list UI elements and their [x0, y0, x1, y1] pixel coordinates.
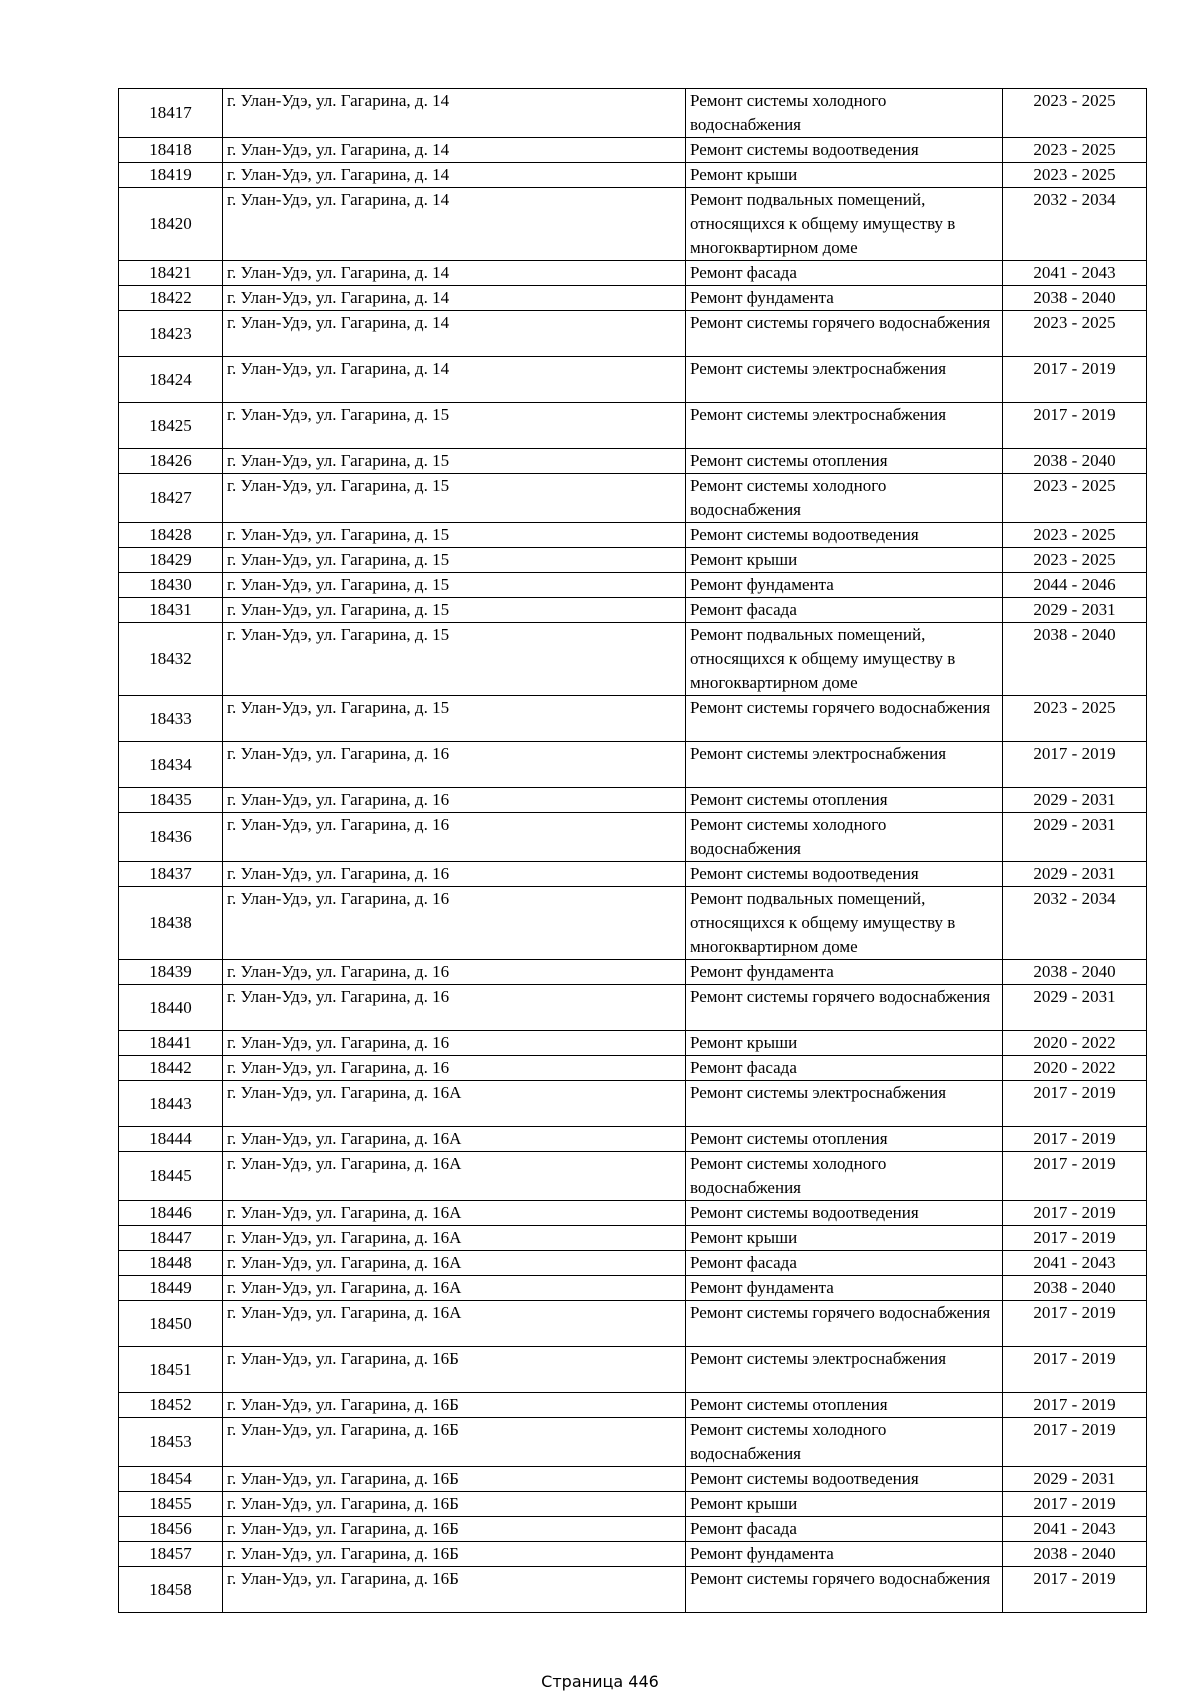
row-number: 18444	[119, 1127, 223, 1152]
row-number: 18443	[119, 1081, 223, 1127]
row-period: 2017 - 2019	[1003, 357, 1147, 403]
row-number: 18450	[119, 1301, 223, 1347]
row-work-type: Ремонт системы горячего водоснабжения	[686, 311, 1003, 357]
row-period: 2029 - 2031	[1003, 862, 1147, 887]
row-address: г. Улан-Удэ, ул. Гагарина, д. 15	[223, 696, 686, 742]
row-number: 18432	[119, 623, 223, 696]
row-work-type: Ремонт системы горячего водоснабжения	[686, 1301, 1003, 1347]
row-address: г. Улан-Удэ, ул. Гагарина, д. 16Б	[223, 1517, 686, 1542]
row-address: г. Улан-Удэ, ул. Гагарина, д. 16А	[223, 1201, 686, 1226]
table-body	[119, 89, 1147, 1613]
row-work-type: Ремонт системы отопления	[686, 1393, 1003, 1418]
row-period: 2038 - 2040	[1003, 623, 1147, 696]
row-period: 2017 - 2019	[1003, 1152, 1147, 1201]
row-address: г. Улан-Удэ, ул. Гагарина, д. 16А	[223, 1081, 686, 1127]
table-row	[119, 573, 1147, 598]
row-period: 2017 - 2019	[1003, 1301, 1147, 1347]
table-row	[119, 598, 1147, 623]
row-number: 18425	[119, 403, 223, 449]
table-row	[119, 1301, 1147, 1347]
page-number: Страница 446	[541, 1672, 659, 1691]
row-period: 2041 - 2043	[1003, 1517, 1147, 1542]
row-address: г. Улан-Удэ, ул. Гагарина, д. 16	[223, 985, 686, 1031]
row-period: 2017 - 2019	[1003, 1347, 1147, 1393]
row-address: г. Улан-Удэ, ул. Гагарина, д. 16	[223, 862, 686, 887]
row-work-type: Ремонт фундамента	[686, 286, 1003, 311]
row-period: 2038 - 2040	[1003, 449, 1147, 474]
row-period: 2017 - 2019	[1003, 1127, 1147, 1152]
table-row	[119, 960, 1147, 985]
row-number: 18430	[119, 573, 223, 598]
row-work-type: Ремонт системы холодного водоснабжения	[686, 474, 1003, 523]
row-period: 2038 - 2040	[1003, 286, 1147, 311]
row-address: г. Улан-Удэ, ул. Гагарина, д. 16	[223, 813, 686, 862]
table-row	[119, 1127, 1147, 1152]
row-work-type: Ремонт крыши	[686, 1492, 1003, 1517]
row-address: г. Улан-Удэ, ул. Гагарина, д. 15	[223, 598, 686, 623]
table-row	[119, 1393, 1147, 1418]
row-number: 18421	[119, 261, 223, 286]
row-period: 2023 - 2025	[1003, 138, 1147, 163]
row-number: 18431	[119, 598, 223, 623]
table-row	[119, 1492, 1147, 1517]
row-period: 2017 - 2019	[1003, 1226, 1147, 1251]
row-address: г. Улан-Удэ, ул. Гагарина, д. 14	[223, 89, 686, 138]
table-row	[119, 1542, 1147, 1567]
row-period: 2029 - 2031	[1003, 1467, 1147, 1492]
row-period: 2020 - 2022	[1003, 1031, 1147, 1056]
row-address: г. Улан-Удэ, ул. Гагарина, д. 15	[223, 573, 686, 598]
row-number: 18434	[119, 742, 223, 788]
row-period: 2017 - 2019	[1003, 1393, 1147, 1418]
row-address: г. Улан-Удэ, ул. Гагарина, д. 16	[223, 887, 686, 960]
table-row	[119, 286, 1147, 311]
table-row	[119, 887, 1147, 960]
row-period: 2023 - 2025	[1003, 696, 1147, 742]
row-period: 2023 - 2025	[1003, 523, 1147, 548]
row-work-type: Ремонт подвальных помещений, относящихся к общему имуществу в многоквартирном доме	[686, 623, 1003, 696]
row-address: г. Улан-Удэ, ул. Гагарина, д. 16	[223, 1031, 686, 1056]
row-address: г. Улан-Удэ, ул. Гагарина, д. 16	[223, 742, 686, 788]
row-address: г. Улан-Удэ, ул. Гагарина, д. 15	[223, 623, 686, 696]
row-address: г. Улан-Удэ, ул. Гагарина, д. 16Б	[223, 1347, 686, 1393]
row-work-type: Ремонт фундамента	[686, 1276, 1003, 1301]
row-address: г. Улан-Удэ, ул. Гагарина, д. 14	[223, 163, 686, 188]
row-number: 18417	[119, 89, 223, 138]
row-period: 2017 - 2019	[1003, 742, 1147, 788]
row-number: 18446	[119, 1201, 223, 1226]
row-address: г. Улан-Удэ, ул. Гагарина, д. 16А	[223, 1127, 686, 1152]
row-work-type: Ремонт подвальных помещений, относящихся к общему имуществу в многоквартирном доме	[686, 188, 1003, 261]
row-work-type: Ремонт системы холодного водоснабжения	[686, 1418, 1003, 1467]
row-work-type: Ремонт крыши	[686, 1226, 1003, 1251]
table-row	[119, 1152, 1147, 1201]
row-address: г. Улан-Удэ, ул. Гагарина, д. 16Б	[223, 1467, 686, 1492]
row-period: 2029 - 2031	[1003, 813, 1147, 862]
row-number: 18433	[119, 696, 223, 742]
row-number: 18441	[119, 1031, 223, 1056]
row-address: г. Улан-Удэ, ул. Гагарина, д. 16А	[223, 1226, 686, 1251]
row-period: 2023 - 2025	[1003, 89, 1147, 138]
row-period: 2017 - 2019	[1003, 1418, 1147, 1467]
table-row	[119, 163, 1147, 188]
row-number: 18442	[119, 1056, 223, 1081]
row-period: 2017 - 2019	[1003, 1567, 1147, 1613]
row-number: 18448	[119, 1251, 223, 1276]
row-address: г. Улан-Удэ, ул. Гагарина, д. 16Б	[223, 1418, 686, 1467]
row-work-type: Ремонт крыши	[686, 548, 1003, 573]
row-number: 18436	[119, 813, 223, 862]
row-period: 2029 - 2031	[1003, 598, 1147, 623]
row-period: 2041 - 2043	[1003, 1251, 1147, 1276]
row-number: 18418	[119, 138, 223, 163]
row-number: 18453	[119, 1418, 223, 1467]
row-number: 18435	[119, 788, 223, 813]
row-number: 18454	[119, 1467, 223, 1492]
table-row	[119, 813, 1147, 862]
row-address: г. Улан-Удэ, ул. Гагарина, д. 16Б	[223, 1393, 686, 1418]
row-work-type: Ремонт системы горячего водоснабжения	[686, 985, 1003, 1031]
row-number: 18419	[119, 163, 223, 188]
row-work-type: Ремонт системы электроснабжения	[686, 1347, 1003, 1393]
row-number: 18457	[119, 1542, 223, 1567]
row-period: 2020 - 2022	[1003, 1056, 1147, 1081]
row-address: г. Улан-Удэ, ул. Гагарина, д. 14	[223, 261, 686, 286]
table-row	[119, 696, 1147, 742]
row-period: 2023 - 2025	[1003, 548, 1147, 573]
row-number: 18447	[119, 1226, 223, 1251]
row-address: г. Улан-Удэ, ул. Гагарина, д. 14	[223, 286, 686, 311]
repair-schedule-table	[118, 88, 1147, 1613]
row-number: 18429	[119, 548, 223, 573]
row-address: г. Улан-Удэ, ул. Гагарина, д. 16	[223, 788, 686, 813]
table-row	[119, 548, 1147, 573]
table-row	[119, 449, 1147, 474]
row-period: 2029 - 2031	[1003, 788, 1147, 813]
row-number: 18452	[119, 1393, 223, 1418]
row-work-type: Ремонт фундамента	[686, 573, 1003, 598]
row-work-type: Ремонт системы водоотведения	[686, 862, 1003, 887]
table-row	[119, 1081, 1147, 1127]
row-address: г. Улан-Удэ, ул. Гагарина, д. 14	[223, 357, 686, 403]
row-number: 18456	[119, 1517, 223, 1542]
row-period: 2023 - 2025	[1003, 474, 1147, 523]
row-work-type: Ремонт фасада	[686, 598, 1003, 623]
row-work-type: Ремонт системы водоотведения	[686, 1467, 1003, 1492]
table-row	[119, 357, 1147, 403]
row-work-type: Ремонт системы горячего водоснабжения	[686, 1567, 1003, 1613]
row-number: 18426	[119, 449, 223, 474]
row-number: 18437	[119, 862, 223, 887]
row-number: 18451	[119, 1347, 223, 1393]
row-period: 2023 - 2025	[1003, 163, 1147, 188]
row-number: 18455	[119, 1492, 223, 1517]
row-work-type: Ремонт системы холодного водоснабжения	[686, 813, 1003, 862]
row-number: 18449	[119, 1276, 223, 1301]
table-row	[119, 311, 1147, 357]
row-period: 2017 - 2019	[1003, 1492, 1147, 1517]
row-address: г. Улан-Удэ, ул. Гагарина, д. 14	[223, 138, 686, 163]
row-address: г. Улан-Удэ, ул. Гагарина, д. 16А	[223, 1152, 686, 1201]
table-row	[119, 1201, 1147, 1226]
row-address: г. Улан-Удэ, ул. Гагарина, д. 15	[223, 449, 686, 474]
row-address: г. Улан-Удэ, ул. Гагарина, д. 15	[223, 474, 686, 523]
row-period: 2017 - 2019	[1003, 1201, 1147, 1226]
row-number: 18424	[119, 357, 223, 403]
row-number: 18440	[119, 985, 223, 1031]
row-work-type: Ремонт системы холодного водоснабжения	[686, 89, 1003, 138]
row-period: 2029 - 2031	[1003, 985, 1147, 1031]
row-address: г. Улан-Удэ, ул. Гагарина, д. 16Б	[223, 1542, 686, 1567]
table-row	[119, 1467, 1147, 1492]
table-row	[119, 261, 1147, 286]
table-row	[119, 474, 1147, 523]
row-work-type: Ремонт фундамента	[686, 1542, 1003, 1567]
row-work-type: Ремонт системы электроснабжения	[686, 742, 1003, 788]
table-row	[119, 1031, 1147, 1056]
row-work-type: Ремонт системы водоотведения	[686, 138, 1003, 163]
table-row	[119, 742, 1147, 788]
row-address: г. Улан-Удэ, ул. Гагарина, д. 15	[223, 548, 686, 573]
row-work-type: Ремонт системы водоотведения	[686, 523, 1003, 548]
row-period: 2032 - 2034	[1003, 887, 1147, 960]
row-address: г. Улан-Удэ, ул. Гагарина, д. 16Б	[223, 1567, 686, 1613]
row-address: г. Улан-Удэ, ул. Гагарина, д. 16А	[223, 1276, 686, 1301]
row-address: г. Улан-Удэ, ул. Гагарина, д. 15	[223, 523, 686, 548]
row-period: 2023 - 2025	[1003, 311, 1147, 357]
row-work-type: Ремонт системы водоотведения	[686, 1201, 1003, 1226]
table-row	[119, 89, 1147, 138]
table-row	[119, 1056, 1147, 1081]
table-row	[119, 188, 1147, 261]
row-work-type: Ремонт фундамента	[686, 960, 1003, 985]
table-row	[119, 1251, 1147, 1276]
row-number: 18428	[119, 523, 223, 548]
row-work-type: Ремонт системы отопления	[686, 788, 1003, 813]
table-row	[119, 623, 1147, 696]
row-number: 18422	[119, 286, 223, 311]
row-work-type: Ремонт фасада	[686, 1056, 1003, 1081]
row-work-type: Ремонт системы холодного водоснабжения	[686, 1152, 1003, 1201]
row-work-type: Ремонт системы электроснабжения	[686, 403, 1003, 449]
table-row	[119, 788, 1147, 813]
row-work-type: Ремонт системы электроснабжения	[686, 357, 1003, 403]
table-row	[119, 1276, 1147, 1301]
row-address: г. Улан-Удэ, ул. Гагарина, д. 16А	[223, 1251, 686, 1276]
row-period: 2044 - 2046	[1003, 573, 1147, 598]
row-address: г. Улан-Удэ, ул. Гагарина, д. 16Б	[223, 1492, 686, 1517]
row-period: 2032 - 2034	[1003, 188, 1147, 261]
row-number: 18427	[119, 474, 223, 523]
table-row	[119, 862, 1147, 887]
table-row	[119, 403, 1147, 449]
table-row	[119, 1226, 1147, 1251]
row-number: 18445	[119, 1152, 223, 1201]
row-period: 2038 - 2040	[1003, 960, 1147, 985]
row-work-type: Ремонт фасада	[686, 261, 1003, 286]
row-work-type: Ремонт системы электроснабжения	[686, 1081, 1003, 1127]
row-work-type: Ремонт системы горячего водоснабжения	[686, 696, 1003, 742]
row-period: 2017 - 2019	[1003, 403, 1147, 449]
row-work-type: Ремонт системы отопления	[686, 449, 1003, 474]
row-address: г. Улан-Удэ, ул. Гагарина, д. 14	[223, 311, 686, 357]
row-work-type: Ремонт подвальных помещений, относящихся к общему имуществу в многоквартирном доме	[686, 887, 1003, 960]
row-period: 2017 - 2019	[1003, 1081, 1147, 1127]
table-row	[119, 1418, 1147, 1467]
table-row	[119, 1347, 1147, 1393]
row-address: г. Улан-Удэ, ул. Гагарина, д. 16	[223, 1056, 686, 1081]
table-row	[119, 985, 1147, 1031]
row-work-type: Ремонт фасада	[686, 1251, 1003, 1276]
row-address: г. Улан-Удэ, ул. Гагарина, д. 16	[223, 960, 686, 985]
row-address: г. Улан-Удэ, ул. Гагарина, д. 15	[223, 403, 686, 449]
row-number: 18438	[119, 887, 223, 960]
row-address: г. Улан-Удэ, ул. Гагарина, д. 14	[223, 188, 686, 261]
row-address: г. Улан-Удэ, ул. Гагарина, д. 16А	[223, 1301, 686, 1347]
table-row	[119, 523, 1147, 548]
row-work-type: Ремонт крыши	[686, 163, 1003, 188]
row-work-type: Ремонт системы отопления	[686, 1127, 1003, 1152]
table-row	[119, 1517, 1147, 1542]
table-row	[119, 138, 1147, 163]
row-period: 2038 - 2040	[1003, 1542, 1147, 1567]
row-work-type: Ремонт фасада	[686, 1517, 1003, 1542]
table-row	[119, 1567, 1147, 1613]
row-period: 2041 - 2043	[1003, 261, 1147, 286]
row-number: 18423	[119, 311, 223, 357]
row-number: 18458	[119, 1567, 223, 1613]
row-number: 18439	[119, 960, 223, 985]
row-number: 18420	[119, 188, 223, 261]
row-period: 2038 - 2040	[1003, 1276, 1147, 1301]
row-work-type: Ремонт крыши	[686, 1031, 1003, 1056]
